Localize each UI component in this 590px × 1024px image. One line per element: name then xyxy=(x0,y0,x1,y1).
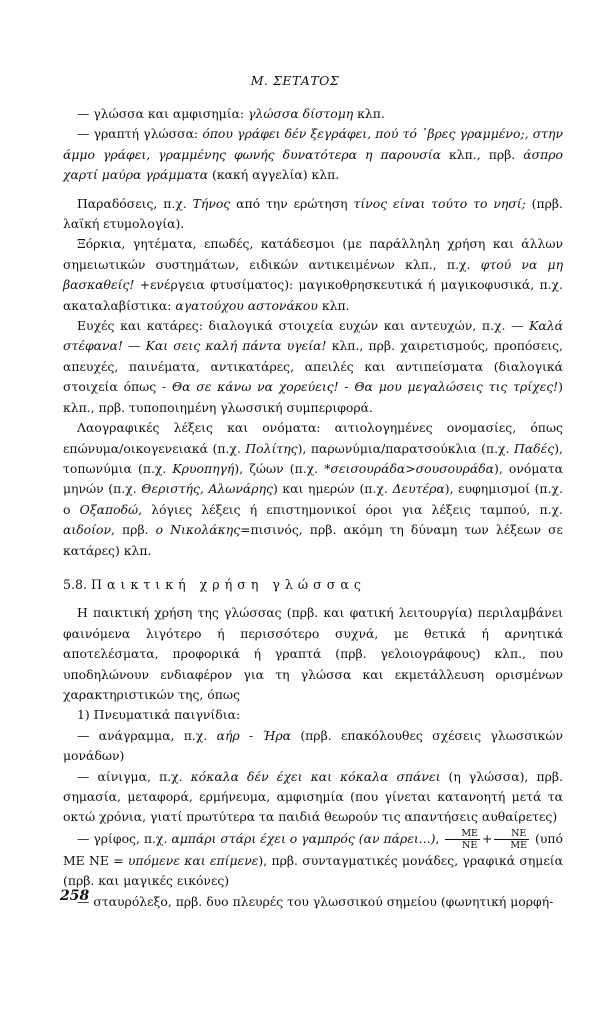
running-header: Μ. ΣΕΤΑΤΟΣ xyxy=(250,73,340,88)
paragraph: Η παικτική χρήση της γλώσσας (πρβ. και φατική λειτουργία) περιλαμβάνει φαινόμενα λιγότερο ή περισσότερο συχνά, με θετικά ή αρνητικά αποτελέσματα, προφορικά ή γραπτά (πρβ. γελοιογράφους) κλπ., που υποδηλώνουν ενδιαφέρον για τη γλώσσα και εκμετάλλευση ορισμένων χαρακτηριστικών της, όπως xyxy=(63,605,563,702)
section-heading xyxy=(63,575,563,595)
paragraph: Ξόρκια, γητέματα, επωδές, κατάδεσμοι (με παράλληλη χρήση και άλλων σημειωτικών συστημάτων, ειδικών αντικειμένων κλπ., π.χ. φτού να μη βασκαθείς! +ενέργεια φτυσίματος): μαγικοθρησκευτικά ή μαγικοφυσικά, π.χ. ακαταλαβίστικα: αγατούχου αστονάκου κλπ. xyxy=(63,236,563,313)
fraction: $\frac{ME}{NE}$ xyxy=(445,828,480,851)
list-item: — αίνιγμα, π.χ. κόκαλα δέν έχει και κόκαλα σπάνει (η γλώσσα), πρβ. σημασία, μεταφορά, ερμήνευμα, αμφισημία (που γίνεται κατανοητή μετά τα οκτώ χρόνια, γιατί πρωτύτερα τα παιδιά θεωρούν τις απαντήσεις αυθαίρετες) xyxy=(63,768,563,825)
section-number: 5.8. xyxy=(63,576,88,592)
paragraph: Λαογραφικές λέξεις και ονόματα: αιτιολογημένες ονομασίες, όπως επώνυμα/οικογενειακά (π.χ. Πολίτης), παρωνύμια/παρατσούκλια (π.χ. Παδές), τοπωνύμια (π.χ. Κρυοπηγή), ζώων (π.χ. *σεισουράδα>σουσουράδα), ονόματα μηνών (π.χ. Θεριστής, Αλωνάρης) και ημερών (π.χ. Δευτέρα), ευφημισμοί (π.χ. ο Οξαποδώ, λόγιες λέξεις ή επιστημονικοί όροι για λέξεις ταμπού, π.χ. αιδοίον, πρβ. ο Νικολάκης=πισινός, πρβ. ακόμη τη δύναμη των λέξεων σε κατάρες) κλπ. xyxy=(63,420,563,558)
section-title: Παικτική χρήση γλώσσας xyxy=(91,576,366,592)
paragraph: Ευχές και κατάρες: διαλογικά στοιχεία ευχών και αντευχών, π.χ. — Καλά στέφανα! — Και σεις καλή πάντα υγεία! κλπ., πρβ. χαιρετισμούς, προπόσεις, απευχές, παινέματα, αντικατάρες, απειλές και αντιπείσματα (διαλογικά στοιχεία όπως - Θα σε κάνω να χορεύεις! - Θα μου μεγαλώσεις τις τρίχες!) κλπ., πρβ. τυποποιημένη γλωσσική συμπεριφορά. xyxy=(63,318,564,415)
list-item: — σταυρόλεξο, πρβ. δυο πλευρές του γλωσσικού σημείου (φωνητική μορφή- xyxy=(77,893,554,909)
list-heading: 1) Πνευματικά παιγνίδια: xyxy=(77,707,241,723)
paragraph: — γλώσσα και αμφισημία: γλώσσα δίστομη κλπ. xyxy=(77,106,385,121)
list-item: — ανάγραμμα, π.χ. αήρ - Ήρα (πρβ. επακόλουθες σχέσεις γλωσσικών μονάδων) xyxy=(63,727,563,764)
paragraph: Παραδόσεις, π.χ. Τήνος από την ερώτηση τίνος είναι τούτο το νησί; (πρβ. λαϊκή ετυμολογία). xyxy=(63,195,563,232)
paragraph: — γραπτή γλώσσα: όπου γράφει δέν ξεγράφει, πού τό ᾿βρες γραμμένο;, στην άμμο γράφει, γραμμένης φωνής δυνατότερα η παρουσία κλπ., πρβ. άσπρο χαρτί μαύρα γράμματα (κακή αγγελία) κλπ. xyxy=(63,126,563,183)
page-number: 258 xyxy=(60,888,90,904)
page-body xyxy=(63,104,563,912)
list-item: — γρίφος, π.χ. αμπάρι στάρι έχει ο γαμπρός (αν πάρει...), $\frac{ME}{NE}$ + $\frac{NE}{ME}$ (υπό ΜΕ ΝΕ = υπόμενε και επίμενε), πρβ. συνταγματικές μονάδες, γραφικά σημεία (πρβ. και μαγικές εικόνες) xyxy=(63,827,563,889)
fraction: $\frac{NE}{ME}$ xyxy=(494,828,529,851)
